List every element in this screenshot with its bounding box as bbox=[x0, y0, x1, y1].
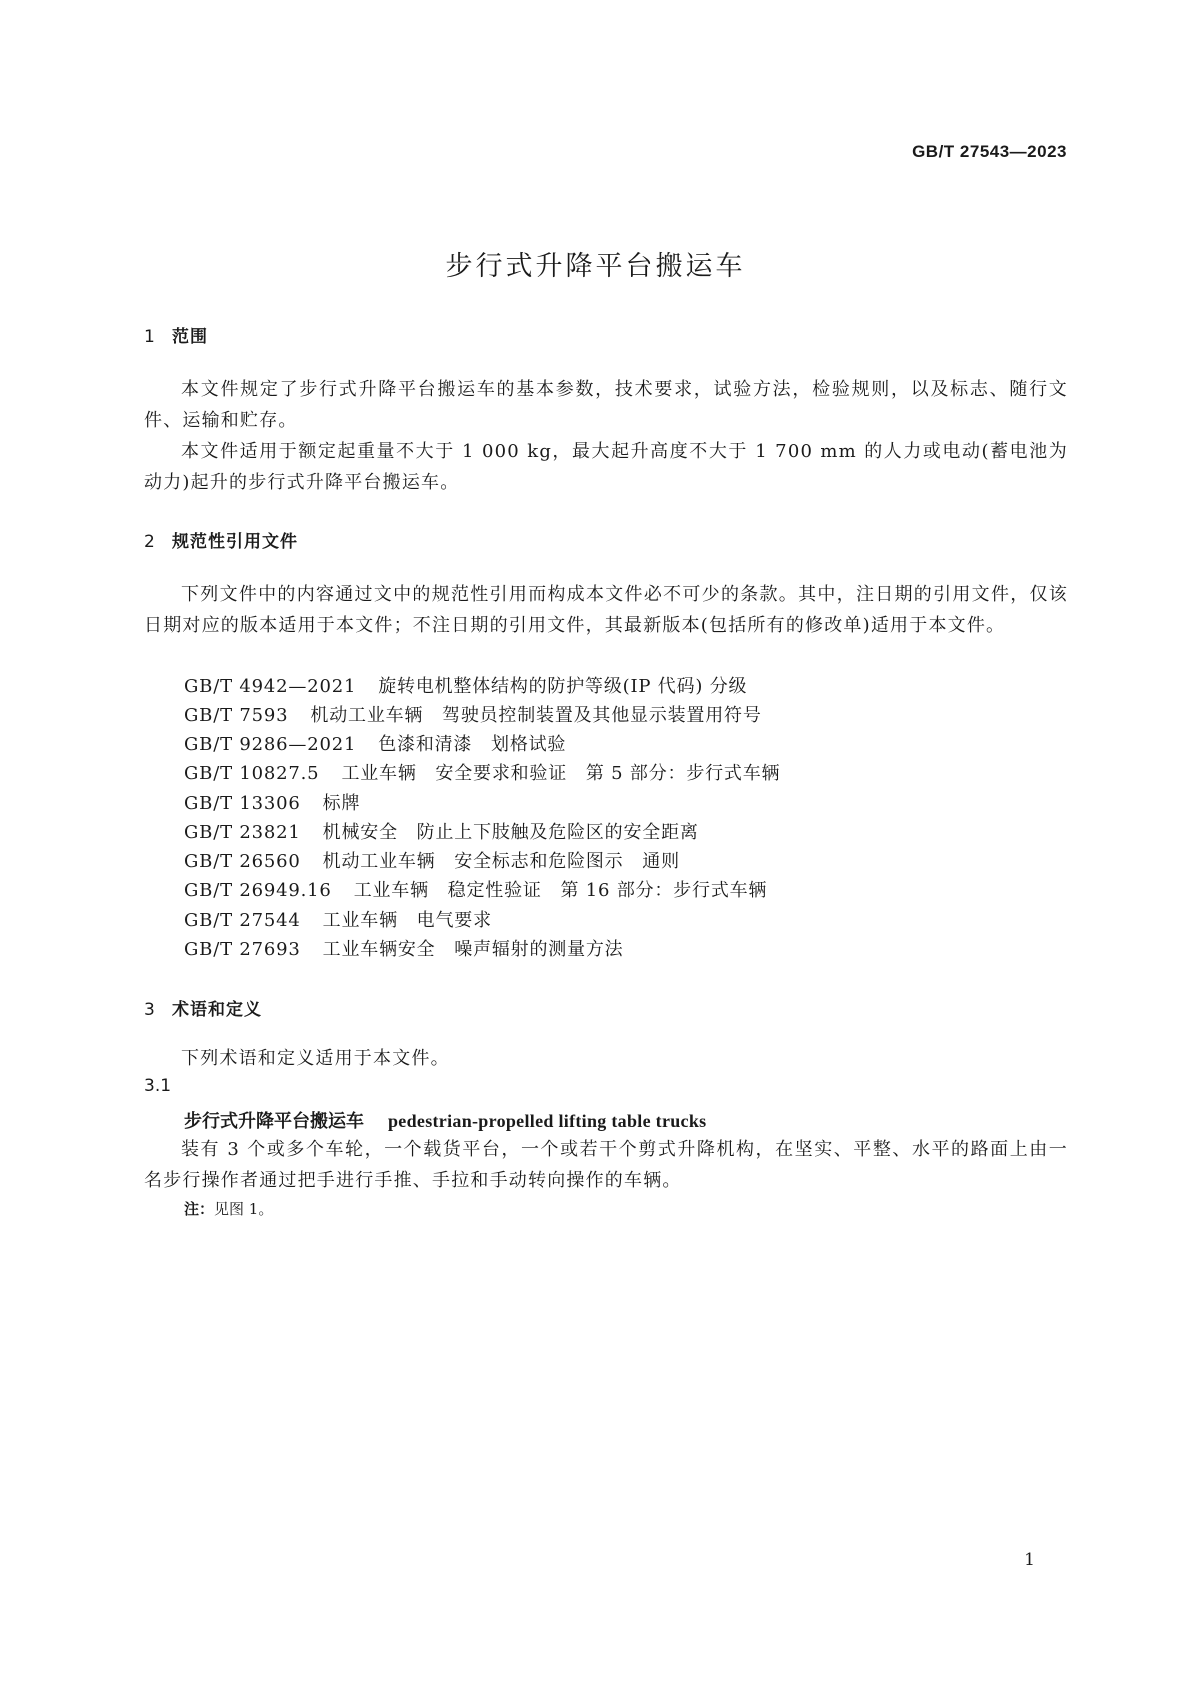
reference-code: GB/T 26560 bbox=[184, 851, 301, 872]
page-number: 1 bbox=[1024, 1550, 1035, 1570]
section-title: 术语和定义 bbox=[172, 1000, 262, 1020]
reference-code: GB/T 27693 bbox=[184, 939, 301, 960]
document-code: GB/T 27543—2023 bbox=[912, 142, 1067, 161]
reference-item bbox=[184, 730, 566, 756]
reference-title: 工业车辆 安全要求和验证 第 5 部分：步行式车辆 bbox=[341, 763, 781, 784]
reference-code: GB/T 23821 bbox=[184, 822, 301, 843]
section-number: 2 bbox=[144, 532, 156, 552]
reference-item bbox=[184, 818, 699, 844]
term-definition: 装有 3 个或多个车轮，一个载货平台，一个或若干个剪式升降机构，在坚实、平整、水平的路面上由一名步行操作者通过把手进行手推、手拉和手动转向操作的车辆。 bbox=[144, 1139, 1068, 1191]
reference-code: GB/T 4942—2021 bbox=[184, 676, 357, 697]
reference-title: 标牌 bbox=[322, 793, 361, 814]
section-1-paragraph-2: 本文件适用于额定起重量不大于 1 000 kg，最大起升高度不大于 1 700 mm 的人力或电动(蓄电池为动力)起升的步行式升降平台搬运车。 bbox=[144, 441, 1068, 493]
reference-item bbox=[184, 701, 762, 727]
reference-title: 旋转电机整体结构的防护等级(IP 代码) 分级 bbox=[378, 676, 748, 697]
reference-item bbox=[184, 672, 747, 698]
term-english: pedestrian-propelled lifting table trucks bbox=[388, 1111, 707, 1131]
reference-code: GB/T 9286—2021 bbox=[184, 734, 357, 755]
reference-title: 机动工业车辆 安全标志和危险图示 通则 bbox=[322, 851, 680, 872]
reference-title: 机械安全 防止上下肢触及危险区的安全距离 bbox=[322, 822, 699, 843]
reference-code: GB/T 7593 bbox=[184, 705, 289, 726]
reference-item bbox=[184, 935, 623, 961]
reference-title: 工业车辆 稳定性验证 第 16 部分：步行式车辆 bbox=[353, 880, 768, 901]
term-number: 3.1 bbox=[144, 1076, 172, 1096]
note-text: 见图 1。 bbox=[214, 1200, 274, 1218]
reference-item bbox=[184, 906, 492, 932]
term-chinese: 步行式升降平台搬运车 bbox=[184, 1111, 364, 1132]
section-1-paragraph-1: 本文件规定了步行式升降平台搬运车的基本参数，技术要求，试验方法，检验规则，以及标志、随行文件、运输和贮存。 bbox=[144, 379, 1068, 431]
section-number: 3 bbox=[144, 1000, 156, 1020]
reference-item bbox=[184, 876, 767, 902]
reference-code: GB/T 13306 bbox=[184, 793, 301, 814]
note-label: 注： bbox=[184, 1200, 215, 1218]
section-3-heading bbox=[144, 995, 262, 1020]
section-title: 规范性引用文件 bbox=[172, 532, 298, 552]
document-title: 步行式升降平台搬运车 bbox=[445, 251, 746, 282]
reference-code: GB/T 27544 bbox=[184, 910, 301, 931]
reference-title: 机动工业车辆 驾驶员控制装置及其他显示装置用符号 bbox=[310, 705, 762, 726]
reference-item bbox=[184, 847, 680, 873]
reference-code: GB/T 10827.5 bbox=[184, 763, 320, 784]
section-2-intro: 下列文件中的内容通过文中的规范性引用而构成本文件必不可少的条款。其中，注日期的引用文件，仅该日期对应的版本适用于本文件；不注日期的引用文件，其最新版本(包括所有的修改单)适用于本文件。 bbox=[144, 584, 1068, 636]
reference-title: 色漆和清漆 划格试验 bbox=[378, 734, 567, 755]
reference-title: 工业车辆 电气要求 bbox=[322, 910, 492, 931]
reference-code: GB/T 26949.16 bbox=[184, 880, 332, 901]
term-heading bbox=[184, 1107, 706, 1133]
term-note bbox=[184, 1198, 273, 1219]
section-3-intro: 下列术语和定义适用于本文件。 bbox=[181, 1048, 450, 1069]
reference-title: 工业车辆安全 噪声辐射的测量方法 bbox=[322, 939, 624, 960]
reference-item bbox=[184, 789, 360, 815]
reference-item bbox=[184, 759, 780, 785]
section-title: 范围 bbox=[172, 327, 208, 347]
section-number: 1 bbox=[144, 327, 156, 347]
section-1-heading bbox=[144, 322, 208, 347]
section-2-heading bbox=[144, 527, 298, 552]
